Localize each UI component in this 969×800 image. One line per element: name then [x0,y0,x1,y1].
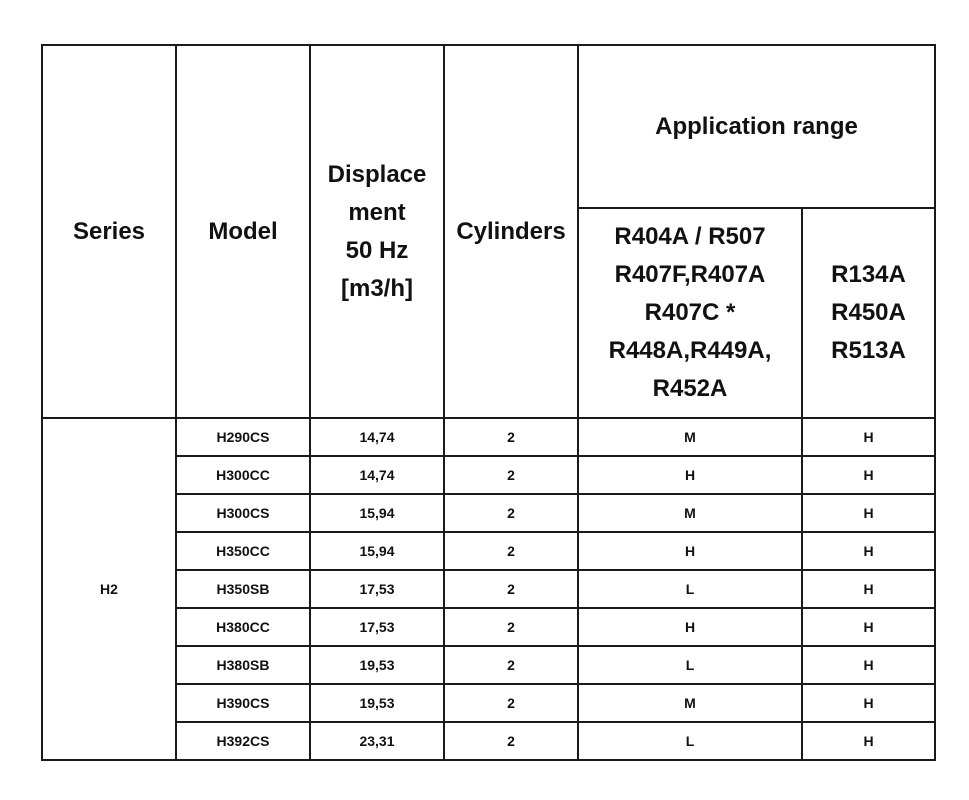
refrigerant-label: R448A,R449A, [608,337,772,364]
range1-cell: M [578,418,802,456]
range2-cell: H [802,418,935,456]
header-series: Series [42,45,176,418]
refrigerant-label: R452A [652,375,728,402]
series-cell: H2 [42,418,176,760]
cylinders-cell: 2 [444,646,578,684]
cylinders-cell: 2 [444,532,578,570]
range1-cell: H [578,456,802,494]
refrigerant-label: R407F,R407A [614,261,766,288]
model-cell: H380SB [176,646,310,684]
model-cell: H392CS [176,722,310,760]
range2-cell: H [802,456,935,494]
header-model: Model [176,45,310,418]
cylinders-cell: 2 [444,722,578,760]
compressor-spec-table [41,44,936,761]
refrigerant-label: R404A / R507 [614,223,766,250]
range1-cell: L [578,646,802,684]
range2-cell: H [802,494,935,532]
displacement-cell: 17,53 [310,570,444,608]
range1-cell: H [578,608,802,646]
displacement-cell: 14,74 [310,418,444,456]
table-row [42,684,935,722]
range1-cell: H [578,532,802,570]
cylinders-cell: 2 [444,570,578,608]
header-cylinders: Cylinders [444,45,578,418]
header-displacement-line: 50 Hz [345,236,409,264]
header-row-1 [42,45,935,208]
cylinders-cell: 2 [444,418,578,456]
table-row [42,494,935,532]
header-displacement-line: Displace [327,160,427,188]
cylinders-cell: 2 [444,456,578,494]
range2-cell: H [802,684,935,722]
refrigerant-label: R513A [831,337,906,364]
range1-cell: M [578,684,802,722]
displacement-cell: 15,94 [310,494,444,532]
range1-cell: L [578,570,802,608]
displacement-cell: 19,53 [310,646,444,684]
table-row [42,532,935,570]
table-row [42,646,935,684]
range2-cell: H [802,608,935,646]
model-cell: H390CS [176,684,310,722]
model-cell: H300CC [176,456,310,494]
displacement-cell: 19,53 [310,684,444,722]
table-row [42,456,935,494]
header-application-range: Application range [578,45,935,208]
header-range-group-1 [578,208,802,418]
cylinders-cell: 2 [444,684,578,722]
range2-cell: H [802,722,935,760]
model-cell: H380CC [176,608,310,646]
cylinders-cell: 2 [444,494,578,532]
model-cell: H290CS [176,418,310,456]
range2-cell: H [802,646,935,684]
range2-cell: H [802,532,935,570]
displacement-cell: 17,53 [310,608,444,646]
table-row [42,722,935,760]
range2-cell: H [802,570,935,608]
refrigerant-label: R450A [831,299,906,326]
model-cell: H350SB [176,570,310,608]
range1-cell: M [578,494,802,532]
model-cell: H300CS [176,494,310,532]
header-range-group-2 [802,208,935,418]
range1-cell: L [578,722,802,760]
table-row [42,570,935,608]
cylinders-cell: 2 [444,608,578,646]
table-row [42,608,935,646]
model-cell: H350CC [176,532,310,570]
refrigerant-label: R407C * [644,299,736,326]
header-displacement [310,45,444,418]
table-row [42,418,935,456]
header-displacement-line: [m3/h] [341,274,413,302]
header-displacement-line: ment [348,198,406,226]
refrigerant-label: R134A [831,261,906,288]
displacement-cell: 23,31 [310,722,444,760]
displacement-cell: 14,74 [310,456,444,494]
displacement-cell: 15,94 [310,532,444,570]
